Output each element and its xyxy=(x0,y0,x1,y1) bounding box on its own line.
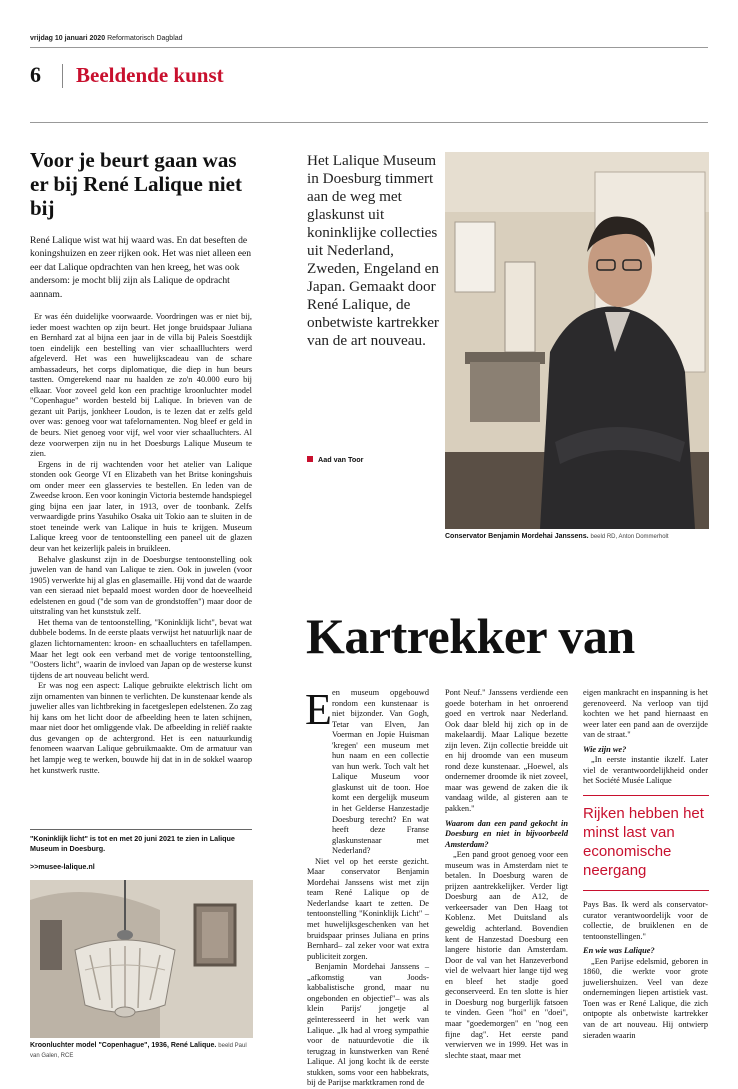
portrait-illustration xyxy=(445,152,709,529)
article-paragraph: Pont Neuf." Janssens verdiende een goede boterham in het onroerend goed en vertrok naar Nederland. Ook daar bleld hij zich op in de makelaardij. Maar Lalique bezette zijn leven. Zijn collectie breidde uit en hij droomde van een museum rond deze kunstenaar. „Hoewel, als ondernemer droomde ik niet zoveel, maar was gewend de zaken die ik vandaag wilde, al gisteren aan te pakken." xyxy=(445,688,568,814)
article-paragraph: Pays Bas. Ik werd als conservator-curator verantwoordelijk voor de collectie, de bruiklenen en de tentoonstellingen." xyxy=(583,900,708,941)
sidebar-paragraph: Ergens in de rij wachtenden voor het atelier van Lalique stonden ook George VI en Elizabeth van het Britse koningshuis om onder meer een glasservies te bestellen. En leden van de Zweedse kroon. Een voor koningin Victoria bestemde handspiegel ging bijna een jaar later, in 1913, over de toonbank. Zelfs verwaardigde prins Yasuhiko Osaka uit Tokio aan te sluiten in de stoet teneinde werk van Lalique in huis te krijgen. Museum Lalique kreeg voor de tentoonstelling een paneel uit de glazen deur van het keizerlijk paleis in bruikleen. xyxy=(30,459,252,554)
sidebar-lead: René Lalique wist wat hij waard was. En dat beseften de koningshuizen en zeer rijken ook. Het was niet alleen een eer dat Lalique opdrachten van hen kreeg, het was ook andersom: je mocht blij zijn als Lalique de opdracht aannam. xyxy=(30,235,252,300)
museum-link[interactable]: >>musee-lalique.nl xyxy=(30,862,95,871)
exhibition-note: "Koninklijk licht" is tot en met 20 juni 2021 te zien in Lalique Museum in Doesburg. xyxy=(30,834,235,853)
article-paragraph: eigen mankracht en inspanning is het gerenoveerd. Na verloop van tijd kochten we het pand hiernaast en weer later een pand aan de overzijde van de straat." xyxy=(583,688,708,740)
section-title: Beeldende kunst xyxy=(76,63,224,87)
sidebar-paragraph: Behalve glaskunst zijn in de Doesburgse tentoonstelling ook juwelen van de hand van Lalique te zien. Ook in juwelen (voor 1905) verwerkte hij al glas en glasemaille. Hij vond dat de waarde van een sieraad niet bepaald moest worden door de hoeveelheid edelstenen en goud ("de som van de grondstoffen") maar door de uitstraling van het kunststuk zelf. xyxy=(30,554,252,617)
sidebar-headline: Voor je beurt gaan was er bij René Lalique niet bij xyxy=(30,148,242,220)
byline xyxy=(307,455,363,464)
article-paragraph: en museum opgebouwd rondom een kunstenaar is niet bijzonder. Van Gogh, Tetar van Elven, Jan Voerman en Jopie Huisman 'kregen' een museum met hun naam en een collectie van hun werk. Toch valt het Lalique Museum voor glaskunst uit de toon. Hoe komt een dergelijk museum in het Gelderse Hanzestadje Doesburg terecht? En wat heeft deze Franse glaskunstenaar met Nederland? xyxy=(332,688,429,856)
section-divider xyxy=(62,64,63,88)
drop-cap: E xyxy=(305,685,332,734)
chandelier-illustration xyxy=(30,880,253,1038)
interview-question: En wie was Lalique? xyxy=(583,946,655,956)
paper-name: Reformatorisch Dagblad xyxy=(107,35,183,42)
author-name: Aad van Toor xyxy=(318,455,364,464)
byline-square-icon xyxy=(307,456,313,462)
article-column-1 xyxy=(305,685,429,1089)
sidebar-paragraph: Er was één duidelijke voorwaarde. Voordringen was er niet bij, ieder moest wachten op zijn beurt. Het jonge bruidspaar Juliana en Bernhard zat al bijna een jaar in de villa bij Paleis Soestdijk toen eindelijk een bestelling van vier schaallluchters werd afgeleverd. Het was een huwelijkscadeau van de schare ambassadeurs, het corps diplomatique, die diep in hun beurs tastten. Omgerekend naar nu haalden ze zo'n 40.000 euro bij elkaar. Voor zoveel geld kon een prachtige kroonluchter model "Copenhague" worden besteld bij Lalique. In brieven van de gezant uit Parijs, jonkheer Loudon, is te lezen dat er zelfs geld over was: genoeg voor wat tafelornamenten. Nog bleef er geld in de beurs. Niet genoeg voor vijf, wel voor vier schaalluchters. Al deze voorwerpen zijn nu in het Doesburgs Lalique Museum te zien. xyxy=(30,312,252,459)
intro-pull-text: Het Lalique Museum in Doesburg timmert aan de weg met glaskunst uit koninklijke collecties uit Nederland, Zweden, Engeland en Japan. Gemaakt door René Lalique, de onbetwiste kartrekker van de art nouveau. xyxy=(307,152,439,349)
portrait-credit: beeld RD, Anton Dommerholt xyxy=(590,534,669,540)
note-rule xyxy=(30,829,252,830)
article-paragraph: „In eerste instantie ikzelf. Later viel de verantwoordelijkheid onder het Société Musée Lalique xyxy=(583,755,708,786)
article-paragraph: „Een Parijse edelsmid, geboren in 1860, die werkte voor grote juweliershuizen. Veel van deze ondernemingen liepen artistiek vast. Toen was er René Lalique, die zich ontpopte als onbetwiste kartrekker van de art nouveau. Hij ontwierp sieraden waarin xyxy=(583,956,708,1040)
interview-question: Wie zijn we? xyxy=(583,744,627,754)
sidebar-body xyxy=(30,312,252,776)
chandelier-caption xyxy=(30,1041,252,1061)
article-column-2 xyxy=(445,688,568,1061)
pull-quote: Rijken hebben het minst last van economische neergang xyxy=(583,795,709,891)
masthead-meta xyxy=(30,35,183,42)
article-column-3 xyxy=(583,688,708,787)
section-rule xyxy=(30,122,708,123)
article-column-3-continued xyxy=(583,900,708,1041)
header-rule xyxy=(30,47,708,48)
portrait-photo xyxy=(445,152,709,529)
page-number: 6 xyxy=(30,62,41,87)
main-headline: Kartrekker van xyxy=(306,608,635,664)
sidebar-paragraph: Er was nog een aspect: Lalique gebruikte elektrisch licht om zijn ornamenten van binnen te verlichten. De kunstenaar kende als juwelier alles van lichtbreking in facetgeslepen edelstenen. Zo zag hij kans om het licht door de afbeelding heen te laten schijnen, maar niet door het omliggende vlak. De afbeelding in reliëf raakte dus gevangen op de achtergrond. Het is een natuurkundig fenomeen waarvan Lalique gebruikmaakte. Om de armatuur van het lampje weg te werken, bouwde hij dat in in de sokkel waarop het kunstwerk rustte. xyxy=(30,681,252,775)
article-paragraph: „Een pand groot genoeg voor een museum was in Amsterdam niet te betalen. In Doesburg waren de prijzen aantrekkelijker. Verder ligt Doesburg aan de A12, de verkeersader van Den Haag tot Koblenz. Met Duitsland als geweldig achterland. Bovendien kent de Hanzestad Doesburg een langere historie dan Amsterdam. Door de val van het Hanzeverbond viel de welvaart hier lange tijd weg en bleef het stadje goed geconserveerd. En ten slotte is hier in Doesburg nog burgerlijk fatsoen te vinden. Geen "hoi" en "doei", maar "goedemorgen" en "nog een fijne dag". Het eerste pand verwierven we in 1999. Het was in slechte staat, maar met xyxy=(445,850,568,1060)
chandelier-photo xyxy=(30,880,253,1038)
chandelier-credit: beeld Paul van Galen, RCE xyxy=(30,1043,247,1059)
article-paragraph: Benjamin Mordehai Janssens –„afkomstig van Joods-kabbalistische grond, maar nu ongebonden en objectief"– was als klein Parijs' jongetje al geïnteresseerd in het werk van Lalique. „Ik had al vroeg sympathie voor de natuurdevotie die ik terugzag in kunstwerken van René Lalique. Al jong kocht ik de eerste stukken, soms voor een habbekrats, bij de Parijse marktkramen rond de xyxy=(307,962,429,1088)
chandelier-caption-text: Kroonluchter model "Copenhague", 1936, René Lalique. xyxy=(30,1042,217,1049)
portrait-caption xyxy=(445,533,669,540)
sidebar-paragraph: Het thema van de tentoonstelling, "Koninklijk licht", bevat wat dubbele bodems. In de eerste plaats verwijst het natuurlijk naar de glazen lichtornamenten: kroon- en schaalluchters en tafellampen. Maar het legt ook een verband met de vorige tentoonstelling, "Oosters licht", waarin de invloed van Japan op de westerse kunst tijdens de art nouveau belicht werd. xyxy=(30,617,252,680)
portrait-caption-text: Conservator Benjamin Mordehai Janssens. xyxy=(445,533,589,540)
edition-date: vrijdag 10 januari 2020 xyxy=(30,35,106,42)
article-paragraph: Niet vel op het eerste gezicht. Maar conservator Benjamin Mordehai Janssens wist met zijn team René Lalique op de Nederlandse kaart te zetten. De tentoonstelling "Koninklijk Licht" –met huwelijksgeschenken van het bruidspaar prinses Juliana en prins Bernhard– zal zeker voor wat extra publiciteit zorgen. xyxy=(307,856,429,961)
interview-question: Waarom dan een pand gekocht in Doesburg en niet in bijvoorbeeld Amsterdam? xyxy=(445,818,568,849)
